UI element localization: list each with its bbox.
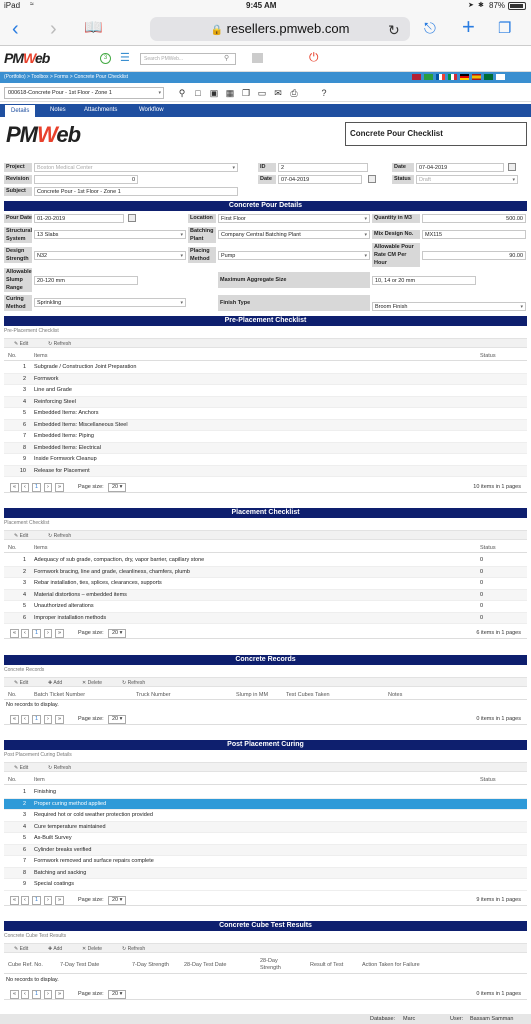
flag-sa-icon[interactable] [484,74,493,80]
status-field[interactable]: Draft ▾ [416,175,518,184]
col-slump[interactable]: Slump in MM [236,692,269,698]
breadcrumb [0,72,531,83]
page-size-label: Page size: [78,484,104,490]
row-number: 6 [22,846,26,853]
section-pour-details: Concrete Pour Details [4,201,527,211]
row-status: 0 [480,580,484,586]
placing-field[interactable]: Pump ▾ [218,251,370,260]
forward-icon[interactable]: › [50,18,57,40]
table-row[interactable] [4,822,527,834]
last-page-icon[interactable]: » [55,629,64,638]
row-number: 3 [22,580,26,586]
flag-other-icon[interactable] [496,74,505,80]
grid-caption: Placement Checklist [4,520,50,526]
refresh-button[interactable]: ↻ Refresh [48,765,72,771]
row-number: 5 [22,410,26,416]
page-size-label: Page size: [78,991,104,997]
prev-page-icon[interactable]: ‹ [21,896,29,905]
pour-date-label: Pour Date [6,215,32,221]
prev-page-icon[interactable]: ‹ [21,715,29,724]
col-items[interactable]: Items [34,353,48,359]
empty-message: No records to display. [6,977,59,983]
tab-attachments[interactable]: Attachments [84,107,118,113]
section-cube-test-results: Concrete Cube Test Results [4,921,527,931]
location-icon: ➤ [468,2,474,9]
row-number: 1 [22,789,26,795]
row-item: Batching and sacking [34,869,87,876]
record-selector[interactable]: 000618-Concrete Pour - 1st Floor - Zone 1 ▾ [4,87,164,99]
col-items[interactable]: Items [34,545,48,551]
calendar-icon[interactable] [508,163,516,171]
footer [0,1014,531,1024]
tab-bar [0,104,531,117]
quantity-field[interactable]: 500.00 [422,214,526,223]
table-row[interactable] [4,397,527,409]
aggregate-label: Maximum Aggregate Size [218,272,370,288]
col-status[interactable]: Status [480,777,496,783]
col-no[interactable]: No. [8,692,17,698]
project-field[interactable]: Boston Medical Center ▾ [34,163,238,172]
page-size-label: Page size: [78,897,104,903]
table-row[interactable] [4,833,527,845]
row-item: Adequacy of sub grade, compaction, dry, vapor barrier, capillary stone [34,557,205,563]
revision-field[interactable]: 0 [34,175,138,184]
row-number: 1 [22,557,26,563]
save-new-icon[interactable]: ▣ [209,88,219,98]
app-header [0,46,531,72]
first-page-icon[interactable]: « [10,715,19,724]
prev-page-icon[interactable]: ‹ [21,483,29,492]
last-page-icon[interactable]: » [55,990,64,999]
page-count: 0 items in 1 pages [476,716,521,722]
row-number: 4 [22,591,26,598]
calendar-icon[interactable] [128,214,136,222]
search-record-icon[interactable]: ⚲ [178,88,186,98]
pager [4,481,527,493]
browser-toolbar [0,12,531,46]
row-item: Unauthorized alterations [34,603,94,609]
curing-label: Curing Method [4,295,32,311]
grid-toolbar [4,943,527,953]
row-number: 5 [22,835,26,841]
ios-status-bar [0,0,531,12]
status-label: Status [392,175,414,184]
last-page-icon[interactable]: » [55,896,64,905]
next-page-icon[interactable]: › [44,483,52,492]
table-row[interactable] [4,443,527,455]
refresh-button[interactable]: ↻ Refresh [48,533,72,539]
page-size-select[interactable]: 20 ▾ [108,990,126,999]
grid-toolbar [4,338,527,348]
flag-br-icon[interactable] [424,74,433,80]
row-item: As-Built Survey [34,835,72,841]
row-number: 6 [22,421,26,428]
current-page[interactable]: 1 [32,629,41,638]
print-icon[interactable]: ⎙ [290,88,298,98]
grid-toolbar [4,530,527,540]
row-number: 6 [22,614,26,621]
col-28day-strength[interactable]: 28-Day Strength [260,958,281,971]
last-page-icon[interactable]: » [55,483,64,492]
database-label: Database: [370,1016,396,1022]
pmweb-form-logo: PMWeb [6,122,81,147]
col-no[interactable]: No. [8,545,17,551]
row-item: Cylinder breaks verified [34,846,92,853]
power-icon[interactable]: ⏻ [309,50,319,64]
clock: 9:45 AM [246,1,277,10]
image-icon[interactable] [252,53,263,63]
copy-icon[interactable]: ❐ [241,88,251,98]
header-date-label: Date [392,163,414,172]
form-title: Concrete Pour Checklist [345,122,527,146]
row-item: Improper installation methods [34,614,107,621]
col-cube-ref[interactable]: Cube Ref. No. [8,962,43,968]
grid-header [4,690,527,700]
row-number: 7 [22,858,26,864]
col-test-cubes[interactable]: Test Cubes Taken [286,692,330,698]
row-number: 4 [22,823,26,830]
col-result[interactable]: Result of Test [310,962,344,968]
user-label: User: [450,1016,464,1022]
row-item: Formwork removed and surface repairs complete [34,858,154,864]
section-pre-placement: Pre-Placement Checklist [4,316,527,326]
bluetooth-icon: ✱ [478,2,484,9]
edit-button[interactable]: ✎ Edit [14,341,29,347]
col-28day-date[interactable]: 28-Day Test Date [184,962,227,968]
page-count: 9 items in 1 pages [476,897,521,903]
grid-caption: Concrete Cube Test Results [4,933,67,939]
save-icon[interactable]: ▦ [225,88,235,98]
add-button[interactable]: ✚ Add [48,680,63,686]
col-status[interactable]: Status [480,353,496,359]
page-count: 6 items in 1 pages [476,630,521,636]
location-label: Location [188,214,216,223]
page-size-label: Page size: [78,630,104,636]
next-page-icon[interactable]: › [44,896,52,905]
pour-date-field[interactable]: 01-20-2019 [34,214,124,223]
row-item: Embedded Items: Electrical [34,444,101,451]
col-7day-date[interactable]: 7-Day Test Date [60,962,100,968]
tab-notes[interactable]: Notes [50,107,66,113]
table-row[interactable] [4,613,527,625]
database-value: Marc [403,1016,416,1022]
row-item: Finishing [34,789,57,795]
url-text: resellers.pmweb.com [226,21,350,36]
subject-label: Subject [4,187,32,196]
current-page[interactable]: 1 [32,990,41,999]
battery-icon [508,2,526,10]
location-field[interactable]: First Floor ▾ [218,214,370,223]
row-number: 10 [19,467,26,474]
row-item: Required hot or cold weather protection provided [34,812,153,818]
row-item: Line and Grade [34,387,72,393]
row-number: 5 [22,603,26,609]
grid-header [4,351,527,361]
new-record-icon[interactable]: □ [195,88,201,98]
grid-header [4,956,527,974]
mix-field[interactable]: MX115 [422,230,526,239]
row-item: Reinforcing Steel [34,398,76,405]
help-icon[interactable]: ? [321,88,327,98]
table-row[interactable] [4,590,527,602]
page-size-select[interactable]: 20 ▾ [108,629,126,638]
first-page-icon[interactable]: « [10,483,19,492]
pager [4,627,527,639]
flag-es-icon[interactable] [472,74,481,80]
mix-label: Mix Design No. [372,230,420,239]
id-field[interactable]: 2 [278,163,368,172]
table-row[interactable] [4,362,527,374]
section-concrete-records: Concrete Records [4,655,527,665]
flag-fr-icon[interactable] [436,74,445,80]
table-row[interactable] [4,420,527,432]
row-number: 9 [22,881,26,887]
first-page-icon[interactable]: « [10,896,19,905]
next-page-icon[interactable]: › [44,629,52,638]
empty-message: No records to display. [6,702,59,708]
table-row[interactable] [4,555,527,567]
notification-badge[interactable]: 3 [100,53,111,64]
tabs-icon[interactable]: ❐ [498,20,512,37]
project-label: Project [4,163,32,172]
edit-button[interactable]: ✎ Edit [14,765,29,771]
table-row[interactable] [4,856,527,868]
batching-label: Batching Plant [188,227,216,243]
col-no[interactable]: No. [8,777,17,783]
table-row[interactable] [4,601,527,613]
placing-label: Placing Method [188,247,216,263]
refresh-button[interactable]: ↻ Refresh [122,680,146,686]
tab-details[interactable]: Details [4,104,36,117]
refresh-button[interactable]: ↻ Refresh [48,341,72,347]
table-row[interactable] [4,408,527,420]
section-post-placement-curing: Post Placement Curing [4,740,527,750]
table-row[interactable] [4,879,527,891]
breadcrumb-text[interactable]: (Portfolio) > Toolbox > Forms > Concrete Pour Checklist [4,74,128,80]
page-count: 10 items in 1 pages [473,484,521,490]
record-toolbar [0,84,531,102]
table-row[interactable] [4,810,527,822]
row-item: Formwork bracing, line and grade, cleanliness, chamfers, plumb [34,568,190,575]
table-row[interactable] [4,799,527,811]
row-number: 1 [22,364,26,370]
row-item: Embedded Items: Miscellaneous Steel [34,421,128,428]
share-icon[interactable]: ⎋ [424,20,436,37]
grid-header [4,775,527,785]
page-size-label: Page size: [78,716,104,722]
row-item: Inside Formwork Cleanup [34,456,97,462]
finish-field[interactable]: Broom Finish ▾ [372,302,526,311]
page-size-select[interactable]: 20 ▾ [108,483,126,492]
table-row[interactable] [4,845,527,857]
grid-caption: Pre-Placement Checklist [4,328,59,334]
lock-icon: 🔒 [210,25,223,36]
menu-icon[interactable]: ☰ [120,52,130,64]
current-page[interactable]: 1 [32,896,41,905]
edit-button[interactable]: ✎ Edit [14,533,29,539]
row-status: 0 [480,603,484,609]
row-item: Formwork [34,375,59,382]
row-item: Material distortions – embedded items [34,591,127,598]
prev-page-icon[interactable]: ‹ [21,990,29,999]
table-row[interactable] [4,374,527,386]
delete-button[interactable]: ✕ Delete [82,680,103,686]
edit-button[interactable]: ✎ Edit [14,946,29,952]
rate-field[interactable]: 90.00 [422,251,526,260]
wifi-icon: ≈ [30,1,34,8]
flag-it-icon[interactable] [448,74,457,80]
row-item: Proper curing method applied [34,800,107,807]
row-item: Subgrade / Construction Joint Preparation [34,364,137,370]
row-number: 8 [22,444,26,451]
row-status: 0 [480,591,484,598]
table-row[interactable] [4,385,527,397]
first-page-icon[interactable]: « [10,990,19,999]
batching-field[interactable]: Company Central Batching Plant ▾ [218,230,370,239]
page-size-select[interactable]: 20 ▾ [108,896,126,905]
page-size-select[interactable]: 20 ▾ [108,715,126,724]
col-action[interactable]: Action Taken for Failure [362,962,420,968]
slump-field[interactable]: 20-120 mm [34,276,138,285]
row-number: 2 [22,568,26,575]
table-row[interactable] [4,466,527,478]
aggregate-field[interactable]: 10, 14 or 20 mm [372,276,476,285]
structural-label: Structural System [6,228,32,242]
subject-field[interactable]: Concrete Pour - 1st Floor - Zone 1 [34,187,238,196]
row-number: 7 [22,433,26,439]
add-button[interactable]: ✚ Add [48,946,63,952]
grid-caption: Post Placement Curing Details [4,752,72,758]
edit-button[interactable]: ✎ Edit [14,680,29,686]
table-row[interactable] [4,578,527,590]
search-input[interactable]: Search PMWeb... [140,53,236,65]
header-date-field[interactable]: 07-04-2019 [416,163,504,172]
row-item: Cure temperature maintained [34,823,106,830]
date-field[interactable]: 07-04-2019 [278,175,362,184]
table-row[interactable] [4,431,527,443]
new-tab-icon[interactable]: + [462,14,475,39]
id-label: ID [258,163,276,172]
bookmarks-icon[interactable]: 📖 [84,19,103,36]
user-value: Bassam Samman [470,1016,514,1022]
pager [4,894,527,906]
structural-field[interactable]: 13 Slabs ▾ [34,230,186,239]
row-number: 3 [22,812,26,818]
table-row[interactable] [4,787,527,799]
row-item: Rebar installation, ties, splices, clearances, supports [34,580,162,586]
row-number: 2 [22,800,26,807]
revision-label: Revision [4,175,32,184]
grid-caption: Concrete Records [4,667,45,673]
current-page[interactable]: 1 [32,715,41,724]
pager [4,713,527,725]
pager [4,988,527,1000]
pmweb-logo[interactable]: PMWeb [4,50,50,66]
first-page-icon[interactable]: « [10,629,19,638]
back-icon[interactable]: ‹ [12,18,19,40]
col-no[interactable]: No. [8,353,17,359]
strength-label: Design Strength [4,247,32,263]
row-item: Special coatings [34,881,75,887]
row-item: Release for Placement [34,467,90,474]
row-number: 8 [22,869,26,876]
date-label: Date [258,175,276,184]
email-icon[interactable]: ✉ [274,88,282,98]
slump-label: Allowable Slump Range [6,269,32,291]
next-page-icon[interactable]: › [44,990,52,999]
prev-page-icon[interactable]: ‹ [21,629,29,638]
last-page-icon[interactable]: » [55,715,64,724]
row-item: Embedded Items: Anchors [34,410,99,416]
grid-toolbar [4,677,527,687]
reload-icon[interactable]: ↻ [388,22,400,38]
tab-workflow[interactable]: Workflow [139,107,164,113]
next-page-icon[interactable]: › [44,715,52,724]
device-name: iPad [4,1,21,10]
col-7day-strength[interactable]: 7-Day Strength [132,962,169,968]
flag-de-icon[interactable] [460,74,469,80]
strength-field[interactable]: N32 ▾ [34,251,186,260]
row-number: 4 [22,398,26,405]
table-row[interactable] [4,567,527,579]
search-icon[interactable]: ⚲ [224,55,230,62]
battery-percent: 87% [489,1,506,10]
row-status: 0 [480,557,484,563]
row-status: 0 [480,614,484,621]
col-notes[interactable]: Notes [388,692,403,698]
delete-icon[interactable]: ▭ [257,88,267,98]
section-placement: Placement Checklist [4,508,527,518]
row-number: 3 [22,387,26,393]
quantity-label: Quantity in M3 [372,214,420,223]
col-truck-number[interactable]: Truck Number [136,692,171,698]
table-row[interactable] [4,454,527,466]
row-number: 2 [22,375,26,382]
row-number: 9 [22,456,26,462]
delete-button[interactable]: ✕ Delete [82,946,103,952]
grid-header [4,543,527,553]
table-row[interactable] [4,868,527,880]
rate-label: Allowable Pour Rate CM Per Hour [372,243,420,267]
url-bar[interactable] [150,17,410,41]
current-page[interactable]: 1 [32,483,41,492]
grid-toolbar [4,762,527,772]
col-status[interactable]: Status [480,545,496,551]
col-batch-ticket[interactable]: Batch Ticket Number [34,692,86,698]
refresh-button[interactable]: ↻ Refresh [122,946,146,952]
row-status: 0 [480,568,484,575]
page-count: 0 items in 1 pages [476,991,521,997]
col-item[interactable]: Item [34,777,45,783]
finish-label: Finish Type [218,295,370,311]
calendar-icon[interactable] [368,175,376,183]
row-item: Embedded Items: Piping [34,433,94,439]
curing-field[interactable]: Sprinkling ▾ [34,298,186,307]
flag-us-icon[interactable] [412,74,421,80]
